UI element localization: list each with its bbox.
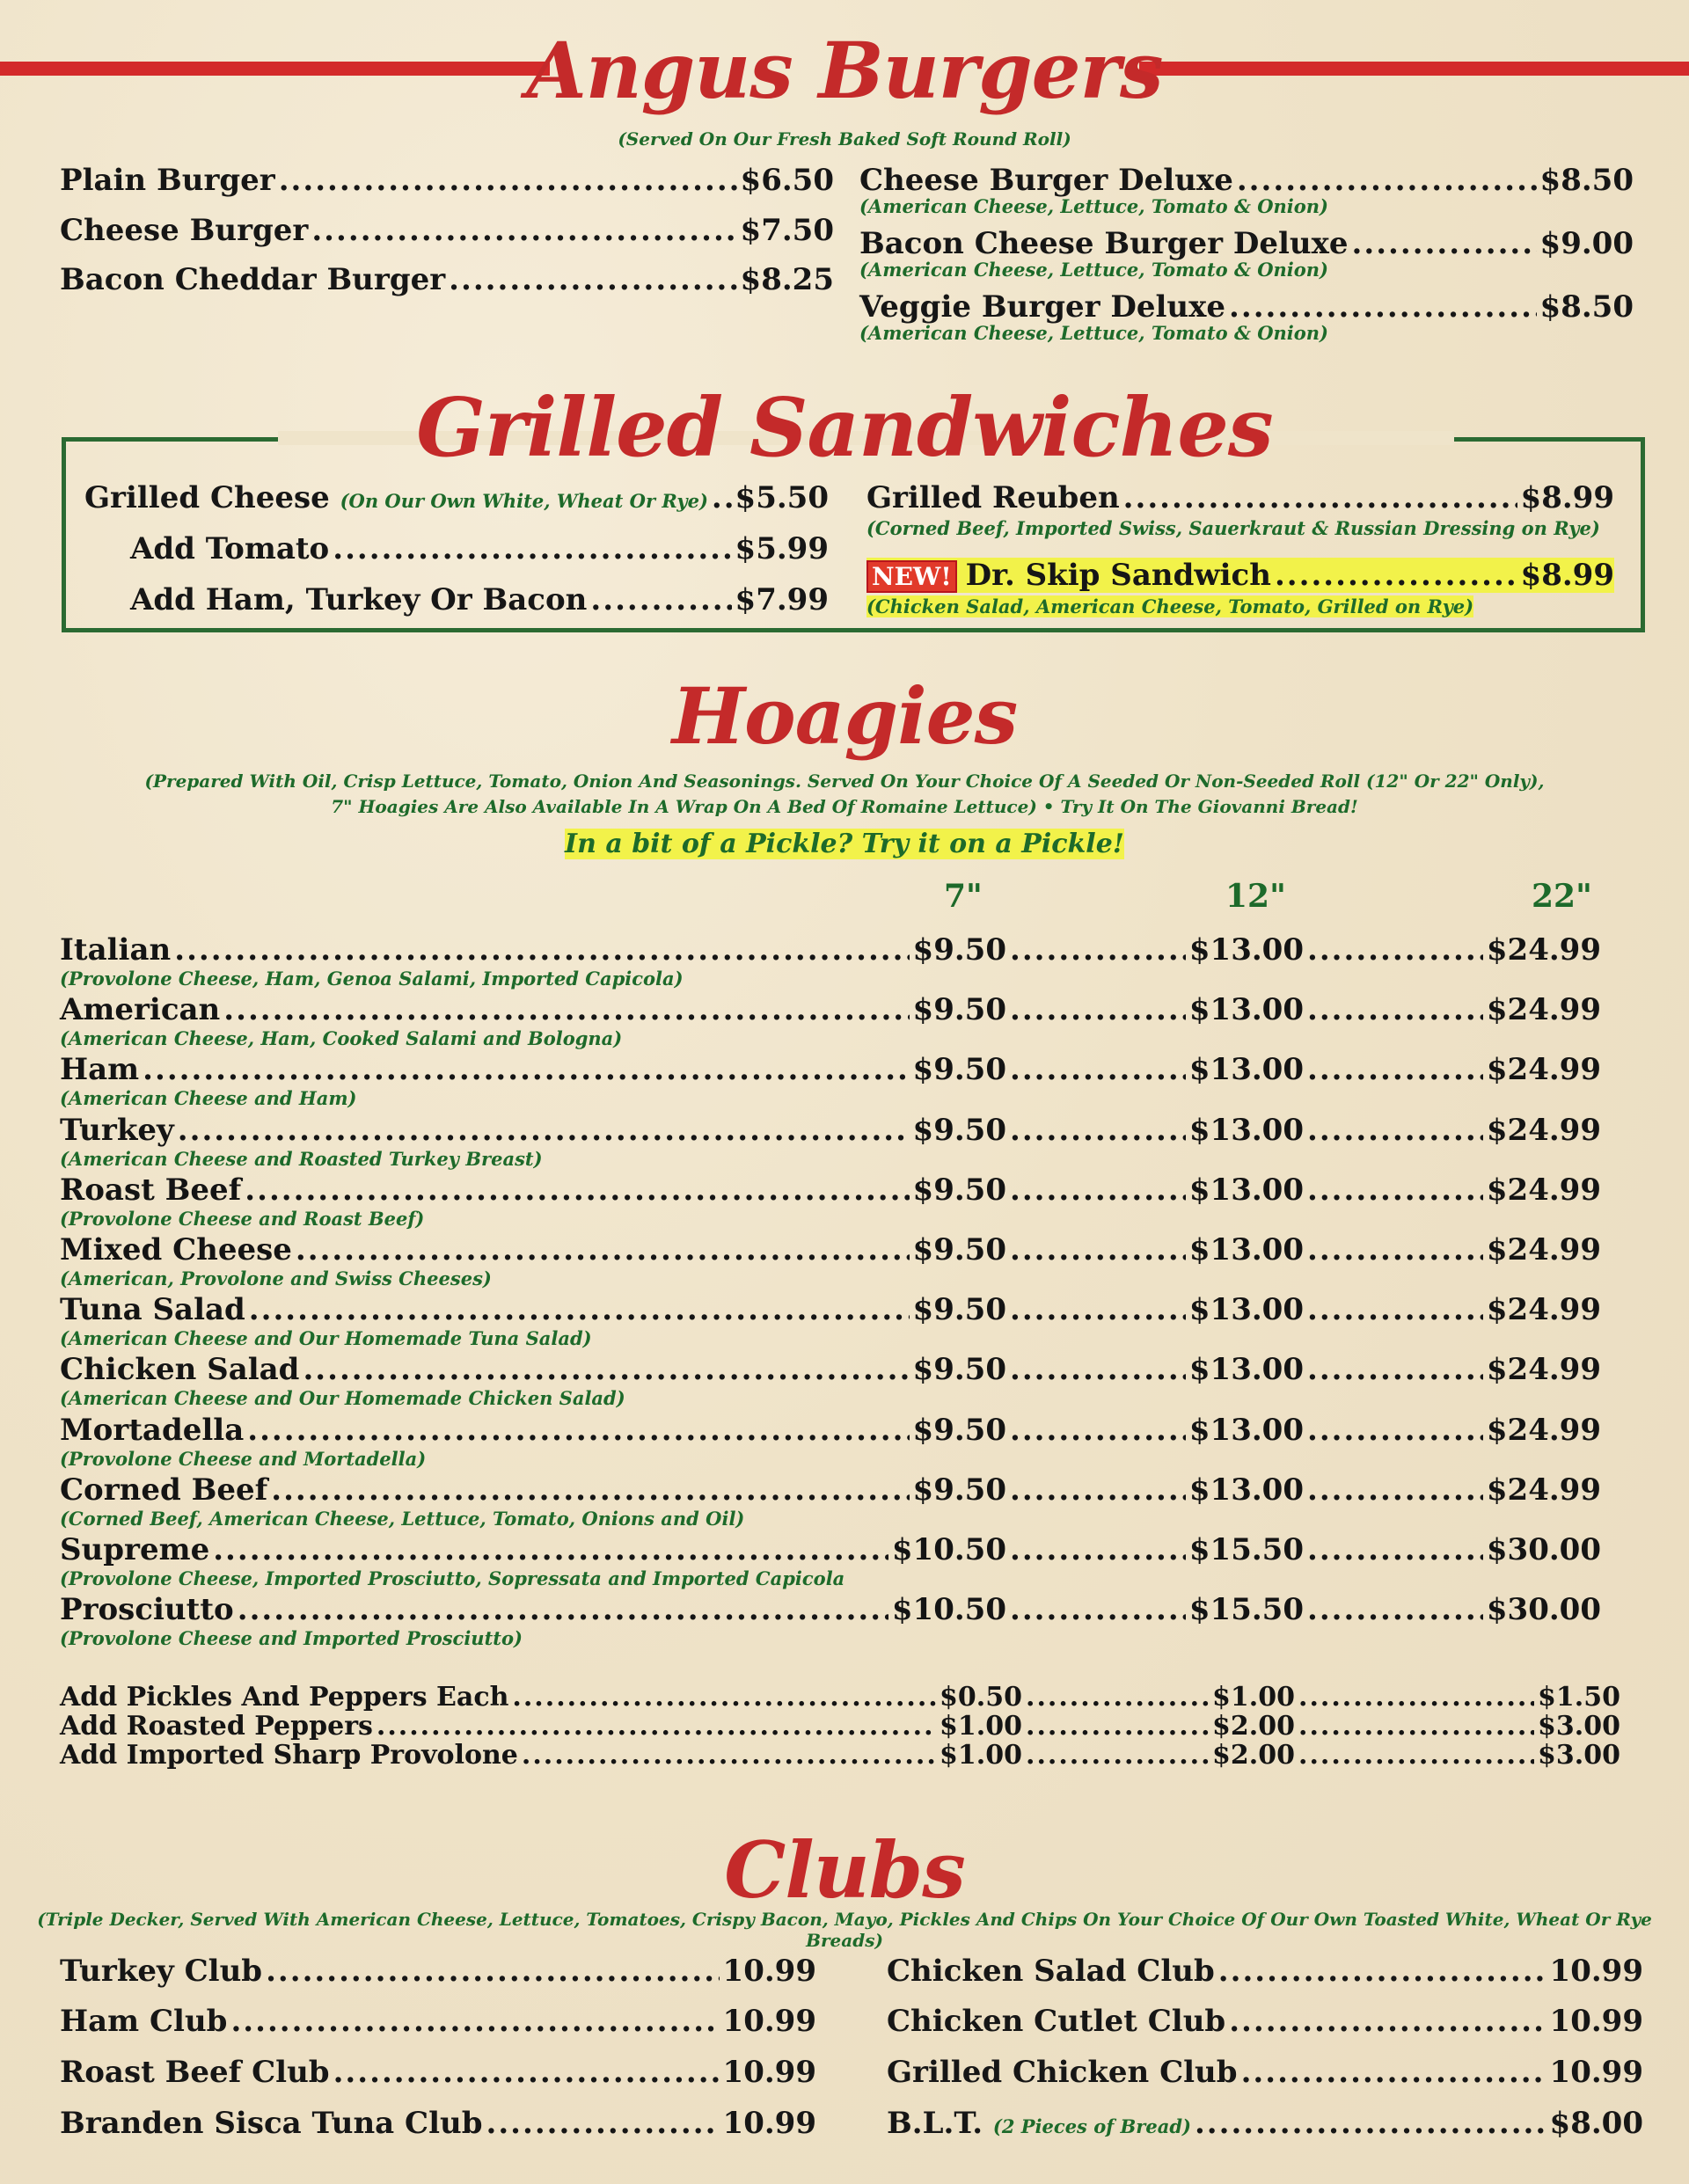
menu-item: Bacon Cheese Burger Deluxe ..... $9.00 — [859, 226, 1634, 261]
hoagie-row — [60, 1052, 1608, 1087]
price-22: $24.99 — [1486, 932, 1601, 968]
price-7: $9.50 — [912, 932, 1006, 968]
hoagie-name: Corned Beef — [60, 1472, 268, 1508]
burgers-note: (Served On Our Fresh Baked Soft Round Roll) — [618, 128, 1071, 150]
price-22: $24.99 — [1486, 1052, 1601, 1087]
menu-item: Ham Club ..... 10.99 — [60, 2004, 816, 2039]
price-22: $3.00 — [1538, 1740, 1620, 1771]
hoagie-name: Prosciutto — [60, 1592, 234, 1627]
price-7: $9.50 — [912, 1052, 1006, 1087]
item-description: (Provolone Cheese and Roast Beef) — [60, 1208, 425, 1230]
hoagies-note-line2: 7" Hoagies Are Also Available In A Wrap On A Bed Of Romaine Lettuce) • Try It On The Giovanni Bread! — [331, 796, 1358, 817]
menu-item: Chicken Cutlet Club ..... 10.99 — [887, 2004, 1643, 2039]
price-22: $24.99 — [1486, 1232, 1601, 1267]
price-12: $13.00 — [1188, 1052, 1304, 1087]
hoagie-name: American — [60, 992, 221, 1027]
price-12: $13.00 — [1188, 932, 1304, 968]
hoagie-row — [60, 992, 1608, 1027]
price-7: $1.00 — [940, 1740, 1022, 1771]
item-description: (American, Provolone and Swiss Cheeses) — [60, 1267, 492, 1289]
price-7: $9.50 — [912, 1113, 1006, 1148]
addon-row — [60, 1740, 1620, 1775]
section-title-clubs: Clubs — [724, 1824, 965, 1916]
addon-name: Add Imported Sharp Provolone — [60, 1740, 518, 1771]
hoagie-name: Mortadella — [60, 1413, 245, 1448]
size-header-22: 22" — [1532, 878, 1592, 915]
price-7: $9.50 — [912, 1172, 1006, 1208]
menu-item: Turkey Club ..... 10.99 — [60, 1954, 816, 1989]
price-7: $1.00 — [940, 1711, 1022, 1742]
section-title-hoagies: Hoagies — [671, 670, 1018, 762]
price-7: $10.50 — [891, 1592, 1006, 1627]
item-description: (American Cheese, Lettuce, Tomato & Onion) — [859, 322, 1328, 344]
size-header-7: 7" — [944, 878, 983, 915]
price-7: $0.50 — [940, 1682, 1022, 1713]
hoagie-row — [60, 932, 1608, 968]
price-22: $1.50 — [1538, 1682, 1620, 1713]
section-title-grilled: Grilled Sandwiches — [416, 380, 1273, 475]
price-7: $9.50 — [912, 1413, 1006, 1448]
menu-item: B.L.T. (2 Pieces of Bread) ..... $8.00 — [887, 2106, 1643, 2141]
price-12: $13.00 — [1188, 1472, 1304, 1508]
menu-item: Veggie Burger Deluxe ..... $8.50 — [859, 289, 1634, 325]
price-12: $13.00 — [1188, 1232, 1304, 1267]
item-description: (American Cheese and Ham) — [60, 1087, 357, 1109]
addon-name: Add Roasted Peppers — [60, 1711, 373, 1742]
hoagie-row — [60, 1413, 1608, 1448]
price-12: $13.00 — [1188, 1292, 1304, 1327]
menu-item: Cheese Burger ..... $7.50 — [60, 213, 834, 248]
item-description: (Provolone Cheese and Imported Prosciutto) — [60, 1627, 523, 1649]
price-22: $24.99 — [1486, 1413, 1601, 1448]
price-22: $24.99 — [1486, 992, 1601, 1027]
price-7: $9.50 — [912, 1352, 1006, 1387]
price-12: $2.00 — [1212, 1711, 1295, 1742]
hoagie-row — [60, 1472, 1608, 1508]
price-12: $13.00 — [1188, 1352, 1304, 1387]
menu-item: Grilled Reuben ..... $8.99 — [866, 480, 1614, 515]
price-22: $24.99 — [1486, 1172, 1601, 1208]
item-description: (American Cheese and Our Homemade Chicken Salad) — [60, 1387, 625, 1409]
price-22: $30.00 — [1486, 1592, 1601, 1627]
item-description: (American Cheese, Ham, Cooked Salami and Bologna) — [60, 1027, 623, 1049]
section-title-burgers: Angus Burgers — [526, 25, 1163, 116]
price-12: $13.00 — [1188, 1172, 1304, 1208]
menu-item: Cheese Burger Deluxe ..... $8.50 — [859, 163, 1634, 198]
price-12: $15.50 — [1188, 1592, 1304, 1627]
menu-item: Add Ham, Turkey Or Bacon ..... $7.99 — [130, 582, 829, 617]
item-description: (American Cheese, Lettuce, Tomato & Onion) — [859, 259, 1328, 281]
price-22: $24.99 — [1486, 1113, 1601, 1148]
hoagie-name: Tuna Salad — [60, 1292, 245, 1327]
menu-item: Grilled Cheese (On Our Own White, Wheat Or Rye) ..... $5.50 — [84, 480, 829, 515]
price-22: $30.00 — [1486, 1532, 1601, 1567]
hoagie-name: Mixed Cheese — [60, 1232, 292, 1267]
clubs-note: (Triple Decker, Served With American Cheese, Lettuce, Tomatoes, Crispy Bacon, Mayo, Pickles And Chips On Your Choice Of Our Own Toasted White, Wheat Or Rye Breads) — [37, 1909, 1652, 1951]
menu-item: Roast Beef Club ..... 10.99 — [60, 2055, 816, 2090]
menu-item: Bacon Cheddar Burger ..... $8.25 — [60, 262, 834, 297]
menu-item: Add Tomato ..... $5.99 — [130, 531, 829, 566]
price-7: $9.50 — [912, 992, 1006, 1027]
price-12: $15.50 — [1188, 1532, 1304, 1567]
price-12: $13.00 — [1188, 1113, 1304, 1148]
price-7: $9.50 — [912, 1232, 1006, 1267]
item-description: (Provolone Cheese, Imported Prosciutto, Sopressata and Imported Capicola — [60, 1567, 845, 1589]
hoagie-name: Supreme — [60, 1532, 210, 1567]
pickle-tagline: In a bit of a Pickle? Try it on a Pickle! — [565, 829, 1124, 859]
size-header-12: 12" — [1225, 878, 1286, 915]
hoagie-name: Chicken Salad — [60, 1352, 300, 1387]
price-7: $9.50 — [912, 1292, 1006, 1327]
hoagie-name: Italian — [60, 932, 172, 968]
menu-item-featured: NEW! Dr. Skip Sandwich ..... $8.99 — [866, 558, 1614, 593]
item-description: (Corned Beef, Imported Swiss, Sauerkraut & Russian Dressing on Rye) — [866, 517, 1600, 539]
hoagie-row — [60, 1232, 1608, 1267]
item-description: (Corned Beef, American Cheese, Lettuce, Tomato, Onions and Oil) — [60, 1508, 745, 1530]
hoagie-name: Turkey — [60, 1113, 174, 1148]
addon-name: Add Pickles And Peppers Each — [60, 1682, 509, 1713]
menu-item: Chicken Salad Club ..... 10.99 — [887, 1954, 1643, 1989]
hoagies-note-line1: (Prepared With Oil, Crisp Lettuce, Tomato, Onion And Seasonings. Served On Your Choice Of A Seeded Or Non-Seeded Roll (12" Or 22" Only), — [144, 771, 1545, 792]
price-22: $24.99 — [1486, 1352, 1601, 1387]
item-description: (American Cheese and Our Homemade Tuna Salad) — [60, 1327, 592, 1349]
price-7: $9.50 — [912, 1472, 1006, 1508]
hoagie-name: Roast Beef — [60, 1172, 242, 1208]
price-22: $24.99 — [1486, 1292, 1601, 1327]
item-description: (Provolone Cheese and Mortadella) — [60, 1448, 427, 1470]
hoagie-row — [60, 1172, 1608, 1208]
menu-item: Branden Sisca Tuna Club ..... 10.99 — [60, 2106, 816, 2141]
new-badge: NEW! — [866, 560, 957, 593]
item-description: (Provolone Cheese, Ham, Genoa Salami, Imported Capicola) — [60, 968, 684, 990]
item-description: (American Cheese, Lettuce, Tomato & Onion) — [859, 195, 1328, 217]
hoagie-row — [60, 1113, 1608, 1148]
item-description: (Chicken Salad, American Cheese, Tomato, Grilled on Rye) — [866, 595, 1474, 617]
hoagie-row — [60, 1532, 1608, 1567]
hoagie-name: Ham — [60, 1052, 140, 1087]
hoagie-row — [60, 1292, 1608, 1327]
price-12: $1.00 — [1212, 1682, 1295, 1713]
menu-item: Grilled Chicken Club ..... 10.99 — [887, 2055, 1643, 2090]
item-description: (American Cheese and Roasted Turkey Breast) — [60, 1148, 543, 1170]
price-22: $3.00 — [1538, 1711, 1620, 1742]
price-12: $13.00 — [1188, 1413, 1304, 1448]
hoagie-row — [60, 1592, 1608, 1627]
hoagie-row — [60, 1352, 1608, 1387]
price-12: $13.00 — [1188, 992, 1304, 1027]
menu-item: Plain Burger ..... $6.50 — [60, 163, 834, 198]
price-12: $2.00 — [1212, 1740, 1295, 1771]
price-7: $10.50 — [891, 1532, 1006, 1567]
price-22: $24.99 — [1486, 1472, 1601, 1508]
